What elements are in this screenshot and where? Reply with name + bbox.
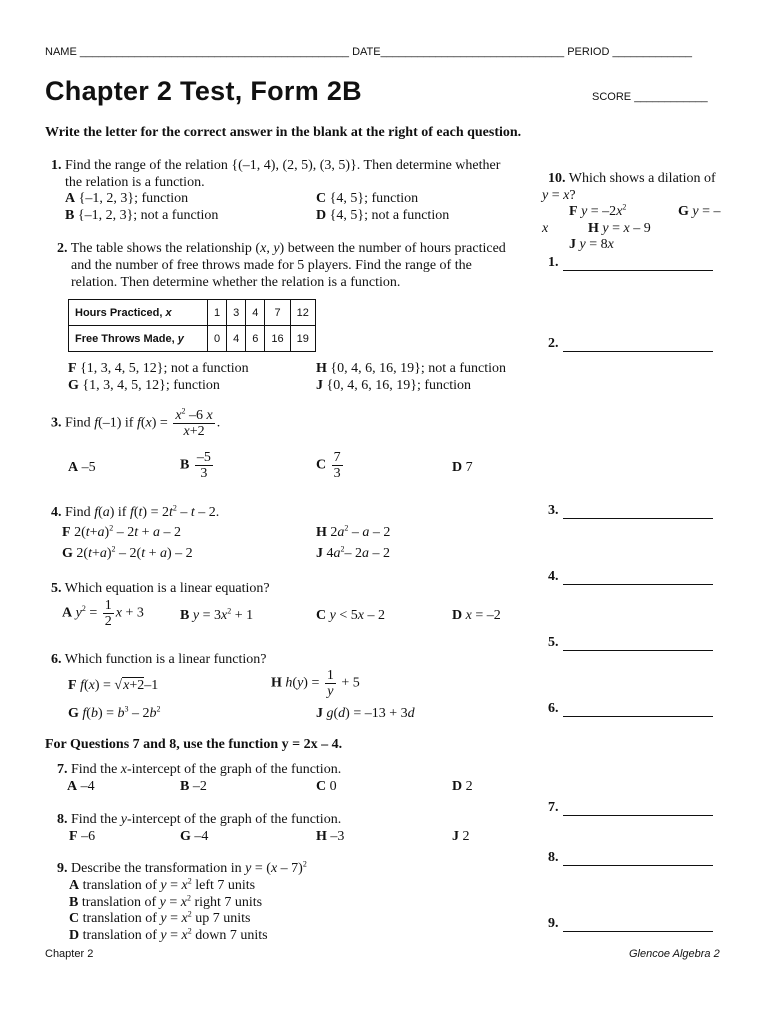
q4-stem: 4. Find f(a) if $f(t) = 2t^2 - t - 2$.: [51, 503, 220, 520]
answer-blank-8[interactable]: 8.: [548, 849, 713, 866]
score-field: [592, 91, 708, 103]
name-label: NAME: [45, 46, 77, 58]
table-header-throws: Free Throws Made, y: [69, 326, 208, 352]
header-name-date-period: [45, 46, 692, 58]
q3-choice-b[interactable]: B $\frac{-5}{3}$: [180, 450, 211, 481]
table-cell: 12: [290, 300, 315, 326]
q2-text-1: between the number of hours practiced: [287, 241, 506, 256]
q5-choice-d[interactable]: D x = –2: [452, 608, 501, 623]
page-title: Chapter 2 Test, Form 2B: [45, 76, 362, 106]
period-label: PERIOD: [567, 46, 610, 58]
q10-stem: 10. Which shows a dilation of: [548, 171, 716, 186]
q9-choice-c[interactable]: C translation of $y = x^2$ up 7 units: [69, 909, 251, 926]
q9-choice-d[interactable]: D translation of $y = x^2$ down 7 units: [69, 926, 268, 943]
footer-publisher: Glencoe Algebra 2: [629, 948, 720, 960]
q10-choice-f[interactable]: F $y = -2x^2$: [569, 202, 627, 219]
footer-chapter: Chapter 2: [45, 948, 94, 960]
table-cell: 4: [227, 326, 246, 352]
q5-choice-c[interactable]: C y < 5x – 2: [316, 608, 385, 623]
answer-blank-7[interactable]: 7.: [548, 799, 713, 816]
date-blank[interactable]: ______________________________: [380, 46, 565, 58]
q1-number: 1.: [51, 158, 62, 173]
q1-text-2: the relation is a function.: [65, 175, 205, 190]
q2-choice-f[interactable]: F {1, 3, 4, 5, 12}; not a function: [68, 361, 249, 376]
table-cell: 16: [265, 326, 290, 352]
q6-choice-j[interactable]: J g(d) = –13 + 3d: [316, 706, 415, 721]
q3-stem: 3. Find f(–1) if f(x) = $\frac{x^2 -6 x}{x+2}$ .: [51, 406, 221, 439]
q8-choice-j[interactable]: J 2: [452, 829, 470, 844]
q10-choice-j[interactable]: J y = 8x: [569, 237, 614, 252]
q3-choice-d[interactable]: D 7: [452, 460, 473, 475]
q3-choice-a[interactable]: A –5: [68, 460, 96, 475]
q2-text-2: and the number of free throws made for 5 players. Find the range of the: [71, 258, 472, 273]
q8-choice-g[interactable]: G –4: [180, 829, 209, 844]
answer-blank-3[interactable]: 3.: [548, 502, 713, 519]
q4-choice-j[interactable]: J $4a^2-$ 2a – 2: [316, 544, 390, 561]
name-blank[interactable]: ____________________________________________: [79, 46, 350, 58]
q7-choice-b[interactable]: B –2: [180, 779, 207, 794]
q6-choice-g[interactable]: G $f(b) = b^3 - 2b^2$: [68, 704, 161, 721]
score-label: SCORE: [592, 91, 632, 103]
q8-stem: 8. Find the y-intercept of the graph of the function.: [57, 812, 342, 827]
q5-choice-b[interactable]: B $y = 3x^2 + 1$: [180, 606, 254, 623]
q8-choice-h[interactable]: H –3: [316, 829, 345, 844]
table-cell: 1: [208, 300, 227, 326]
q5-stem: 5. Which equation is a linear equation?: [51, 581, 270, 596]
q7-q8-directions: For Questions 7 and 8, use the function y = 2x – 4.: [45, 737, 343, 752]
q4-choice-g[interactable]: G $2(t+a)^2 - 2(t + a) - 2$: [62, 544, 193, 561]
data-table: [68, 299, 316, 352]
q1-text-1: Find the range of the relation {(–1, 4), (2, 5), (3, 5)}. Then determine whether: [65, 158, 501, 173]
instructions: Write the letter for the correct answer in the blank at the right of each question.: [45, 125, 522, 140]
q6-choice-h[interactable]: H h(y) = $\frac{1}{y}$ + 5: [271, 668, 360, 699]
answer-blank-6[interactable]: 6.: [548, 700, 713, 717]
q1-choice-d[interactable]: D {4, 5}; not a function: [316, 208, 450, 223]
q2-line1: 2. The table shows the relationship (x, y) between the number of hours practiced: [57, 241, 506, 256]
answer-blank-2[interactable]: 2.: [548, 335, 713, 352]
q8-choice-f[interactable]: F –6: [69, 829, 96, 844]
q3-choice-c[interactable]: C $\frac{7}{3}$: [316, 450, 341, 481]
q4-choice-h[interactable]: H $2a^2$ – a – 2: [316, 523, 391, 540]
q1-choice-c[interactable]: C {4, 5}; function: [316, 191, 419, 206]
q10-choice-g[interactable]: G y = –: [678, 204, 721, 219]
table-header-hours: Hours Practiced, x: [69, 300, 208, 326]
q7-choice-c[interactable]: C 0: [316, 779, 337, 794]
q7-stem: 7. Find the x-intercept of the graph of the function.: [57, 762, 342, 777]
table-cell: 3: [227, 300, 246, 326]
q6-choice-f[interactable]: F f(x) = √x+2–1: [68, 678, 159, 693]
table-cell: 6: [246, 326, 265, 352]
q1-choice-b[interactable]: B {–1, 2, 3}; not a function: [65, 208, 219, 223]
q5-choice-a[interactable]: A $y^2$ = $\frac{1}{2}$ x + 3: [62, 598, 144, 629]
q4-choice-f[interactable]: F $2(t+a)^2 - 2t + a - 2$: [62, 523, 181, 540]
q9-choice-a[interactable]: A translation of $y = x^2$ left 7 units: [69, 876, 256, 893]
q2-choice-g[interactable]: G {1, 3, 4, 5, 12}; function: [68, 378, 220, 393]
q6-stem: 6. Which function is a linear function?: [51, 652, 267, 667]
table-cell: 4: [246, 300, 265, 326]
answer-blank-5[interactable]: 5.: [548, 634, 713, 651]
table-cell: 7: [265, 300, 290, 326]
answer-blank-1[interactable]: 1.: [548, 254, 713, 271]
table-cell: 19: [290, 326, 315, 352]
q9-stem: 9. Describe the transformation in y = (x – 7)$^2$: [57, 859, 307, 876]
q1-choice-a[interactable]: A {–1, 2, 3}; function: [65, 191, 189, 206]
q7-choice-d[interactable]: D 2: [452, 779, 473, 794]
score-blank[interactable]: ____________: [634, 91, 708, 103]
answer-blank-9[interactable]: 9.: [548, 915, 713, 932]
table-row: [69, 300, 316, 326]
table-cell: 0: [208, 326, 227, 352]
date-label: DATE: [352, 46, 381, 58]
q10-stem-2: y = x?: [542, 188, 576, 203]
q2-choice-j[interactable]: J {0, 4, 6, 16, 19}; function: [316, 378, 471, 393]
q2-text-3: relation. Then determine whether the relation is a function.: [71, 275, 401, 290]
table-row: [69, 326, 316, 352]
q1-line1: [51, 157, 500, 174]
period-blank[interactable]: _____________: [612, 46, 692, 58]
q10-choice-h[interactable]: H y = x – 9: [588, 221, 651, 236]
q9-choice-b[interactable]: B translation of $y = x^2$ right 7 units: [69, 893, 263, 910]
q2-choice-h[interactable]: H {0, 4, 6, 16, 19}; not a function: [316, 361, 506, 376]
q10-choice-g-cont: x: [542, 221, 549, 236]
q7-choice-a[interactable]: A –4: [67, 779, 95, 794]
answer-blank-4[interactable]: 4.: [548, 568, 713, 585]
